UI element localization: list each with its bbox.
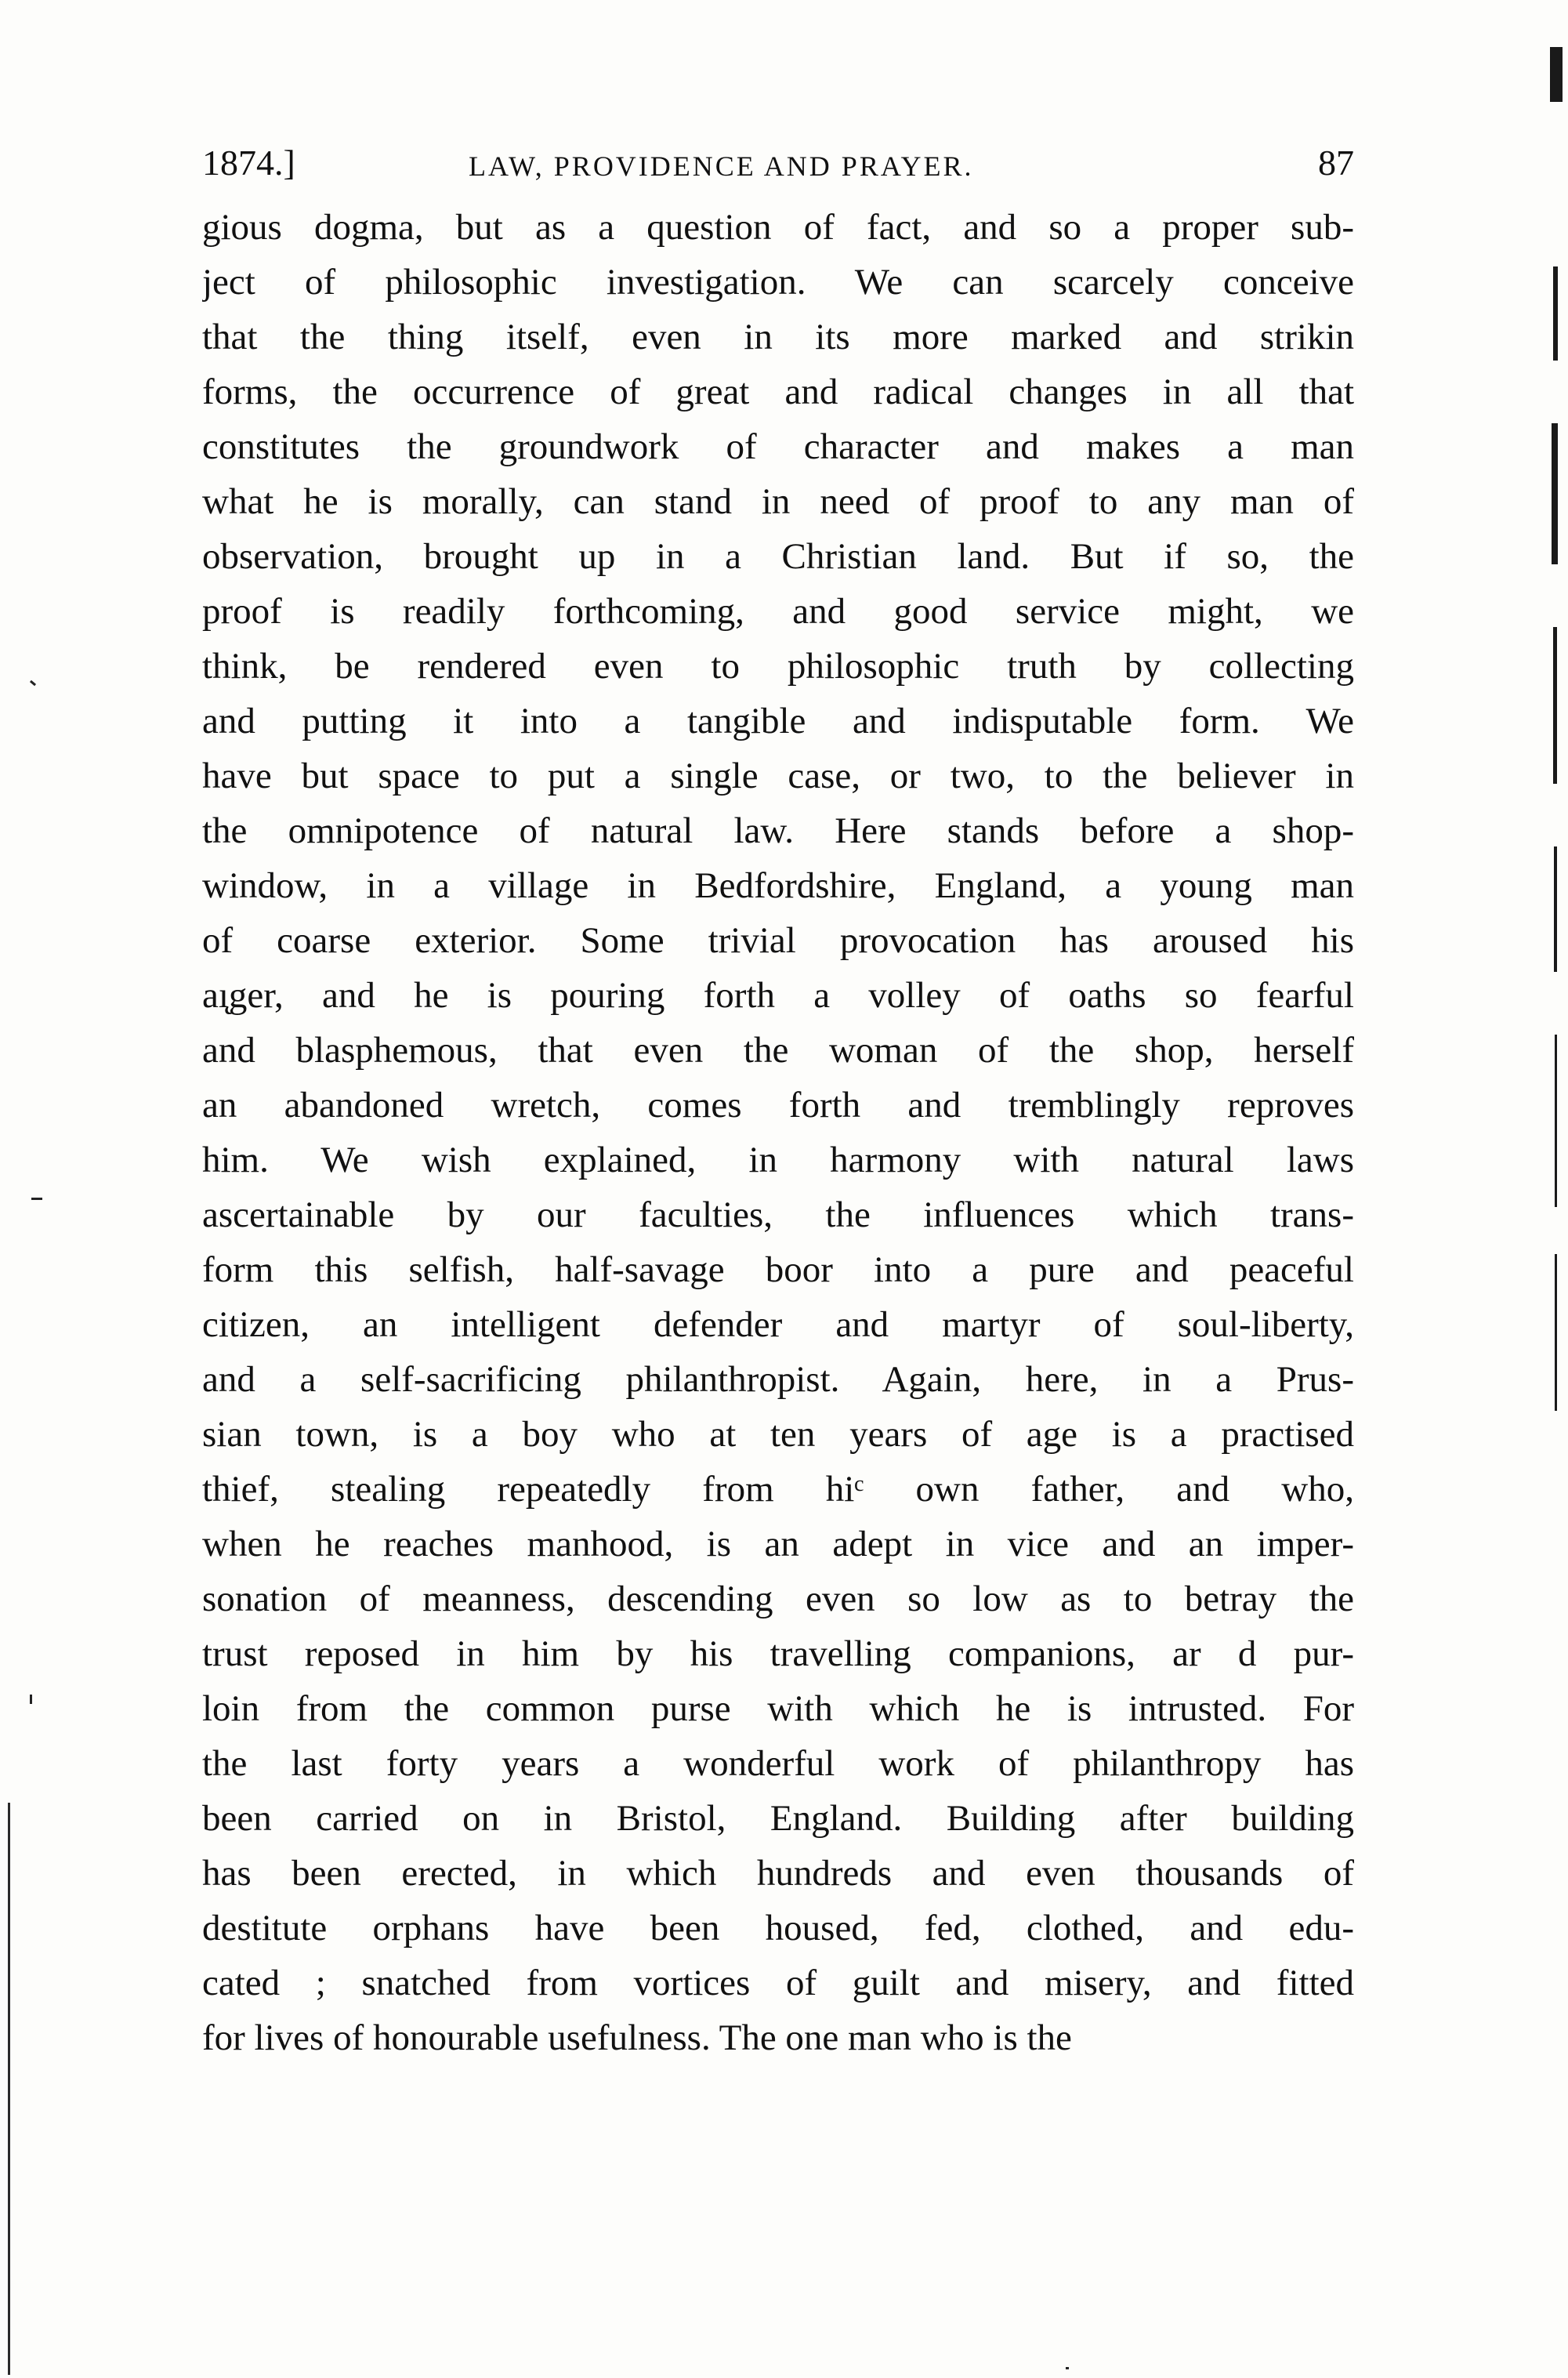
text-line: constitutes the groundwork of character and makes a man — [202, 426, 1354, 467]
text-line: an abandoned wretch, comes forth and tremblingly reproves — [202, 1085, 1354, 1126]
text-line: loin from the common purse with which he is intrusted. For — [202, 1688, 1354, 1729]
text-line: think, be rendered even to philosophic truth by collecting — [202, 646, 1354, 687]
text-line: thief, stealing repeatedly from hiᶜ own father, and who, — [202, 1469, 1354, 1510]
text-line: ascertainable by our faculties, the influences which trans- — [202, 1194, 1354, 1235]
text-line: cated ; snatched from vortices of guilt and misery, and fitted — [202, 1963, 1354, 2003]
text-line: aı̨ger, and he is pouring forth a volley of oaths so fearful — [202, 975, 1354, 1016]
text-line: sonation of meanness, descending even so low as to betray the — [202, 1579, 1354, 1619]
scan-edge-right — [1542, 31, 1566, 1521]
text-line: citizen, an intelligent defender and martyr of soul-liberty, — [202, 1304, 1354, 1345]
header-year: 1874.] — [202, 143, 295, 183]
body-paragraph — [202, 200, 1354, 2065]
text-line: has been erected, in which hundreds and even thousands of — [202, 1853, 1354, 1894]
text-line: destitute orphans have been housed, fed, clothed, and edu- — [202, 1908, 1354, 1948]
text-line: him. We wish explained, in harmony with natural laws — [202, 1140, 1354, 1180]
text-line: gious dogma, but as a question of fact, and so a proper sub- — [202, 207, 1354, 248]
text-line: the last forty years a wonderful work of philanthropy has — [202, 1743, 1354, 1784]
text-line: window, in a village in Bedfordshire, England, a young man — [202, 865, 1354, 906]
text-line: of coarse exterior. Some trivial provocation has aroused his — [202, 920, 1354, 961]
scan-edge-left — [0, 0, 24, 2378]
text-line: and blasphemous, that even the woman of the shop, herself — [202, 1030, 1354, 1071]
text-line: proof is readily forthcoming, and good service might, we — [202, 591, 1354, 632]
text-line: forms, the occurrence of great and radical changes in all that — [202, 372, 1354, 412]
text-line: and a self-sacrificing philanthropist. Again, here, in a Prus- — [202, 1359, 1354, 1400]
text-line: and putting it into a tangible and indisputable form. We — [202, 701, 1354, 741]
speck-mark — [31, 1198, 42, 1200]
running-header — [202, 140, 1354, 187]
text-line: form this selfish, half-savage boor into a pure and peaceful — [202, 1249, 1354, 1290]
text-line: observation, brought up in a Christian land. But if so, the — [202, 536, 1354, 577]
text-line: the omnipotence of natural law. Here stands before a shop- — [202, 810, 1354, 851]
text-line: been carried on in Bristol, England. Building after building — [202, 1798, 1354, 1839]
speck-mark — [30, 1695, 32, 1704]
text-line: what he is morally, can stand in need of proof to any man of — [202, 481, 1354, 522]
page-number: 87 — [1318, 143, 1354, 183]
speck-mark — [1066, 2367, 1069, 2369]
text-line: for lives of honourable usefulness. The one man who is the — [202, 2017, 1072, 2058]
text-line: trust reposed in him by his travelling companions, ar d pur- — [202, 1633, 1354, 1674]
text-line: sian town, is a boy who at ten years of age is a practised — [202, 1414, 1354, 1455]
speck-mark — [30, 680, 36, 686]
text-line: ject of philosophic investigation. We can scarcely conceive — [202, 262, 1354, 303]
header-title: LAW, PROVIDENCE AND PRAYER. — [469, 150, 974, 182]
text-line: that the thing itself, even in its more marked and strikin — [202, 317, 1354, 357]
text-line: when he reaches manhood, is an adept in vice and an imper- — [202, 1524, 1354, 1564]
text-line: have but space to put a single case, or two, to the believer in — [202, 756, 1354, 796]
